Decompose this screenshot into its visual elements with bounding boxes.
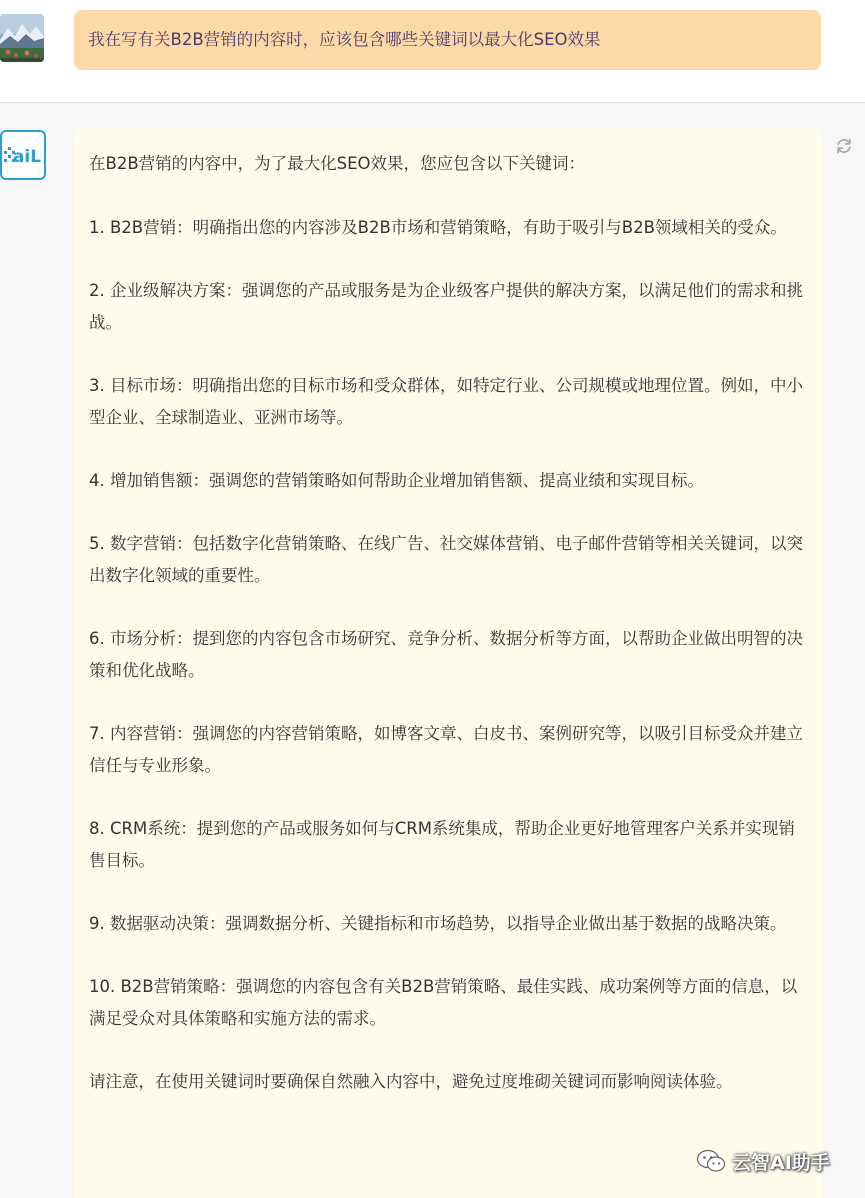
keyword-item-3: 3. 目标市场：明确指出您的目标市场和受众群体，如特定行业、公司规模或地理位置。例如，中小型企业、全球制造业、亚洲市场等。 — [89, 376, 803, 427]
keyword-item-2: 2. 企业级解决方案：强调您的产品或服务是为企业级客户提供的解决方案，以满足他们的需求和挑战。 — [89, 281, 803, 332]
keyword-item-7: 7. 内容营销：强调您的内容营销策略，如博客文章、白皮书、案例研究等，以吸引目标受众并建立信任与专业形象。 — [89, 724, 803, 775]
keyword-item-4: 4. 增加销售额：强调您的营销策略如何帮助企业增加销售额、提高业绩和实现目标。 — [89, 471, 704, 490]
ai-closing-text: 请注意，在使用关键词时要确保自然融入内容中，避免过度堆砌关键词而影响阅读体验。 — [89, 1072, 733, 1091]
user-avatar — [0, 14, 44, 62]
user-message-bubble — [74, 10, 821, 70]
refresh-icon[interactable] — [834, 136, 854, 156]
keyword-item-9: 9. 数据驱动决策：强调数据分析、关键指标和市场趋势，以指导企业做出基于数据的战略决策。 — [89, 914, 787, 933]
user-message-row — [0, 0, 865, 102]
user-message-text: 我在写有关B2B营销的内容时，应该包含哪些关键词以最大化SEO效果 — [88, 30, 601, 49]
keyword-item-8: 8. CRM系统：提到您的产品或服务如何与CRM系统集成，帮助企业更好地管理客户关系并实现销售目标。 — [89, 819, 795, 870]
ai-message-bubble — [74, 128, 822, 1198]
wechat-icon — [696, 1148, 726, 1174]
svg-text:aiL: aiL — [12, 147, 42, 167]
ai-logo-icon — [2, 132, 44, 178]
user-avatar-landscape-icon — [0, 14, 44, 62]
keyword-item-10: 10. B2B营销策略：强调您的内容包含有关B2B营销策略、最佳实践、成功案例等方面的信息，以满足受众对具体策略和实施方法的需求。 — [89, 977, 798, 1028]
ai-avatar — [0, 130, 46, 180]
keyword-item-5: 5. 数字营销：包括数字化营销策略、在线广告、社交媒体营销、电子邮件营销等相关关键词，以突出数字化领域的重要性。 — [89, 534, 803, 585]
watermark — [696, 1144, 830, 1178]
watermark-text: 云智AI助手 — [732, 1151, 830, 1174]
keyword-item-1: 1. B2B营销：明确指出您的内容涉及B2B市场和营销策略，有助于吸引与B2B领域相关的受众。 — [89, 218, 787, 237]
keyword-item-6: 6. 市场分析：提到您的内容包含市场研究、竞争分析、数据分析等方面，以帮助企业做出明智的决策和优化战略。 — [89, 629, 803, 680]
ai-intro-text: 在B2B营销的内容中，为了最大化SEO效果，您应包含以下关键词： — [89, 154, 586, 173]
